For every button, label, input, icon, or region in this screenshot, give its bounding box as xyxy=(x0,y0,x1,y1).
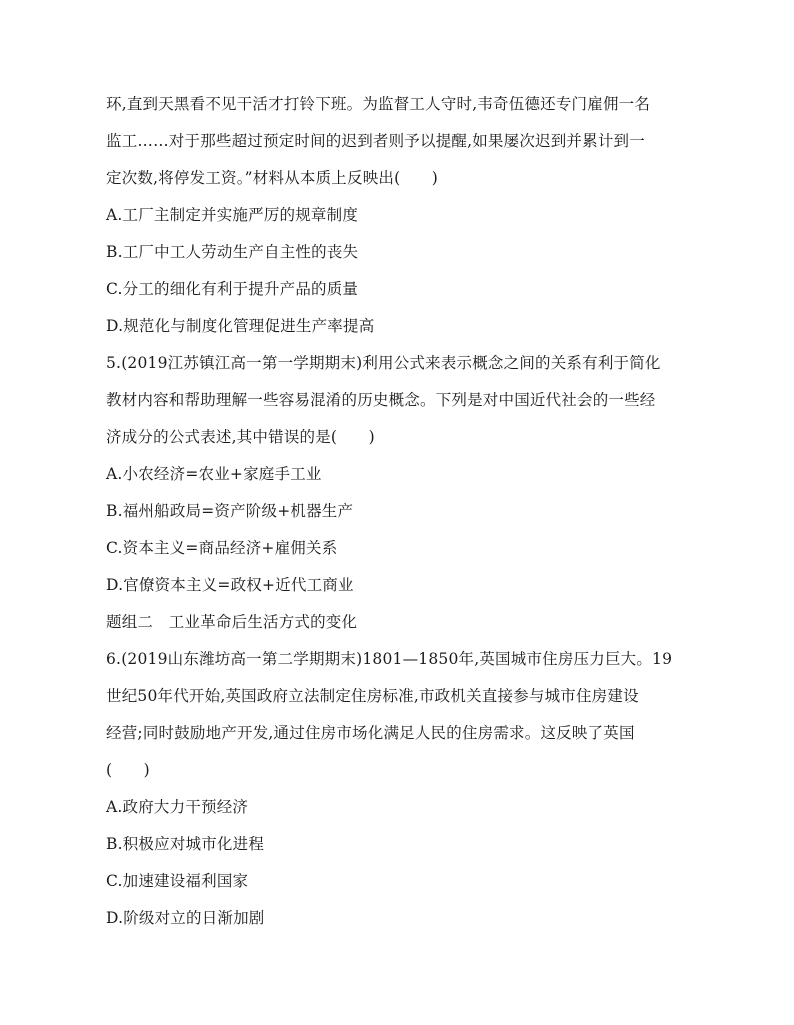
option-a: A.政府大力干预经济 xyxy=(106,798,249,816)
option-a: A.工厂主制定并实施严厉的规章制度 xyxy=(106,206,359,224)
question-6-line: 经营;同时鼓励地产开发,通过住房市场化满足人民的住房需求。这反映了英国 xyxy=(106,724,635,742)
question-6-line: 世纪50年代开始,英国政府立法制定住房标准,市政机关直接参与城市住房建设 xyxy=(106,687,639,705)
answer-blank: ( ) xyxy=(106,761,150,779)
paragraph-line: 环,直到天黑看不见干活才打铃下班。为监督工人守时,韦奇伍德还专门雇佣一名 xyxy=(106,95,651,113)
option-c: C.加速建设福利国家 xyxy=(106,872,249,890)
option-c: C.资本主义=商品经济+雇佣关系 xyxy=(106,539,338,557)
section-heading: 题组二 工业革命后生活方式的变化 xyxy=(106,613,358,631)
option-d: D.阶级对立的日渐加剧 xyxy=(106,909,265,927)
question-5-line: 济成分的公式表述,其中错误的是( ) xyxy=(106,428,375,446)
option-c: C.分工的细化有利于提升产品的质量 xyxy=(106,280,359,298)
option-b: B.工厂中工人劳动生产自主性的丧失 xyxy=(106,243,359,261)
question-6-line: 6.(2019山东潍坊高一第二学期期末)1801—1850年,英国城市住房压力巨大。19 xyxy=(106,650,673,668)
option-b: B.福州船政局=资产阶级+机器生产 xyxy=(106,502,354,520)
paragraph-line: 监工……对于那些超过预定时间的迟到者则予以提醒,如果屡次迟到并累计到一 xyxy=(106,132,645,150)
question-5-line: 5.(2019江苏镇江高一第一学期期末)利用公式来表示概念之间的关系有利于简化 xyxy=(106,354,661,372)
option-d: D.规范化与制度化管理促进生产率提高 xyxy=(106,317,375,335)
option-b: B.积极应对城市化进程 xyxy=(106,835,265,853)
option-a: A.小农经济=农业+家庭手工业 xyxy=(106,465,322,483)
question-5-line: 教材内容和帮助理解一些容易混淆的历史概念。下列是对中国近代社会的一些经 xyxy=(106,391,656,409)
question-stem-line: 定次数,将停发工资。”材料从本质上反映出( ) xyxy=(106,169,438,187)
option-d: D.官僚资本主义=政权+近代工商业 xyxy=(106,576,354,594)
